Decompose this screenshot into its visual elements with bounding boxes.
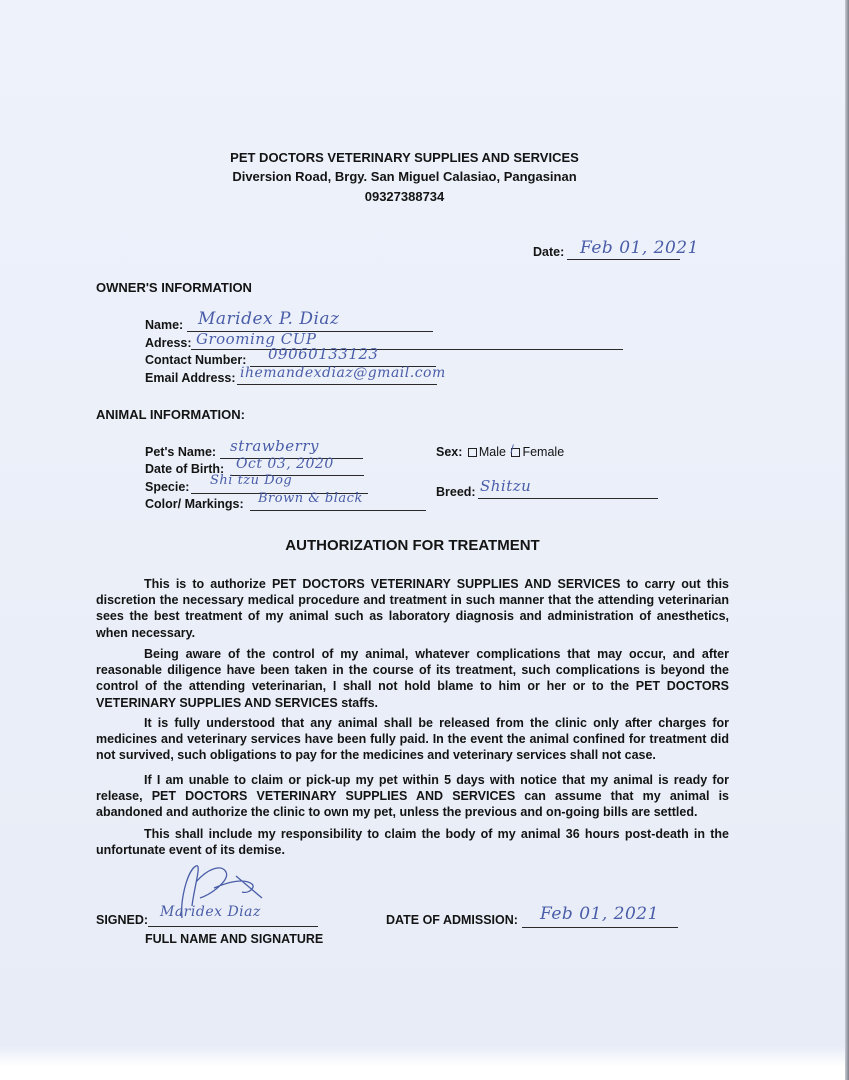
admission-underline	[522, 927, 678, 928]
owner-email-value: ihemandexdiaz@gmail.com	[240, 365, 446, 381]
breed-label: Breed:	[436, 485, 476, 499]
owner-contact-value: 09060133123	[268, 345, 379, 363]
owner-address-underline	[191, 349, 623, 350]
date-label: Date:	[533, 245, 565, 259]
female-check-mark: /	[510, 442, 514, 457]
owner-name-label: Name:	[145, 318, 184, 332]
color-label: Color/ Markings:	[145, 497, 244, 511]
owner-email-label: Email Address:	[145, 371, 236, 385]
male-checkbox	[468, 448, 477, 457]
dob-value: Oct 03, 2020	[236, 456, 334, 472]
authorization-paragraph-1: This is to authorize PET DOCTORS VETERINARY SUPPLIES AND SERVICES to carry out this discretion the necessary medical procedure and treatment in such manner that the attending veterinarian sees the best treatment of my animal such as laboratory diagnosis and administration of anesthetics, when necessary.	[96, 577, 729, 640]
color-underline	[250, 510, 426, 511]
sex-field	[436, 442, 565, 459]
owner-address-label: Adress:	[145, 336, 192, 350]
authorization-paragraph-2: Being aware of the control of my animal, whatever complications that may occur, and after reasonable diligence have been taken in the course of its treatment, such complications is beyond the control of the attending veterinarian, I shall not hold blame to him or her or to the PET DOCTORS VETERINARY SUPPLIES AND SERVICES staffs.	[96, 647, 729, 710]
authorization-paragraph-5: This shall include my responsibility to claim the body of my animal 36 hours post-death in the unfortunate event of its demise.	[96, 827, 729, 858]
signed-name: Maridex Diaz	[160, 904, 261, 920]
scan-right-edge	[845, 0, 849, 1080]
date-value: Feb 01, 2021	[580, 238, 699, 258]
pet-name-value: strawberry	[230, 437, 319, 455]
authorization-paragraph-3: It is fully understood that any animal shall be released from the clinic only after charges for medicines and veterinary services have been fully paid. In the event the animal confined for treatment did not survived, such obligations to pay for the medicines and veterinary services shall not case.	[96, 716, 729, 763]
admission-label: DATE OF ADMISSION:	[386, 913, 518, 927]
animal-section-title: ANIMAL INFORMATION:	[96, 407, 245, 422]
pet-name-label: Pet's Name:	[145, 445, 217, 459]
breed-value: Shitzu	[480, 477, 532, 495]
specie-value: Shi tzu Dog	[210, 473, 293, 488]
specie-label: Specie:	[145, 480, 190, 494]
owner-section-title: OWNER'S INFORMATION	[96, 280, 252, 295]
authorization-title: AUTHORIZATION FOR TREATMENT	[285, 537, 540, 554]
breed-underline	[478, 498, 658, 499]
company-phone: 09327388734	[364, 189, 445, 204]
signed-label: SIGNED:	[96, 913, 149, 927]
sex-female-label: Female	[522, 445, 565, 459]
admission-value: Feb 01, 2021	[540, 904, 659, 924]
signed-underline	[148, 926, 318, 927]
sex-label: Sex:	[436, 445, 463, 459]
owner-contact-label: Contact Number:	[145, 353, 247, 367]
signature-caption: FULL NAME AND SIGNATURE	[145, 932, 324, 946]
dob-label: Date of Birth:	[145, 462, 225, 476]
owner-address-value: Grooming CUP	[196, 330, 317, 348]
scan-bottom-edge	[0, 1046, 849, 1080]
company-name: PET DOCTORS VETERINARY SUPPLIES AND SERVICES	[230, 150, 579, 165]
date-underline	[567, 259, 680, 260]
owner-name-value: Maridex P. Diaz	[198, 309, 340, 329]
sex-male-label: Male	[478, 445, 506, 459]
authorization-paragraph-4: If I am unable to claim or pick-up my pet within 5 days with notice that my animal is ready for release, PET DOCTORS VETERINARY SUPPLIES AND SERVICES can assume that my animal is abandoned and authorize the clinic to own my pet, unless the previous and on-going bills are settled.	[96, 773, 729, 820]
owner-email-underline	[237, 384, 437, 385]
female-checkbox	[510, 442, 520, 457]
company-address: Diversion Road, Brgy. San Miguel Calasiao, Pangasinan	[232, 169, 577, 184]
color-value: Brown & black	[258, 491, 363, 506]
